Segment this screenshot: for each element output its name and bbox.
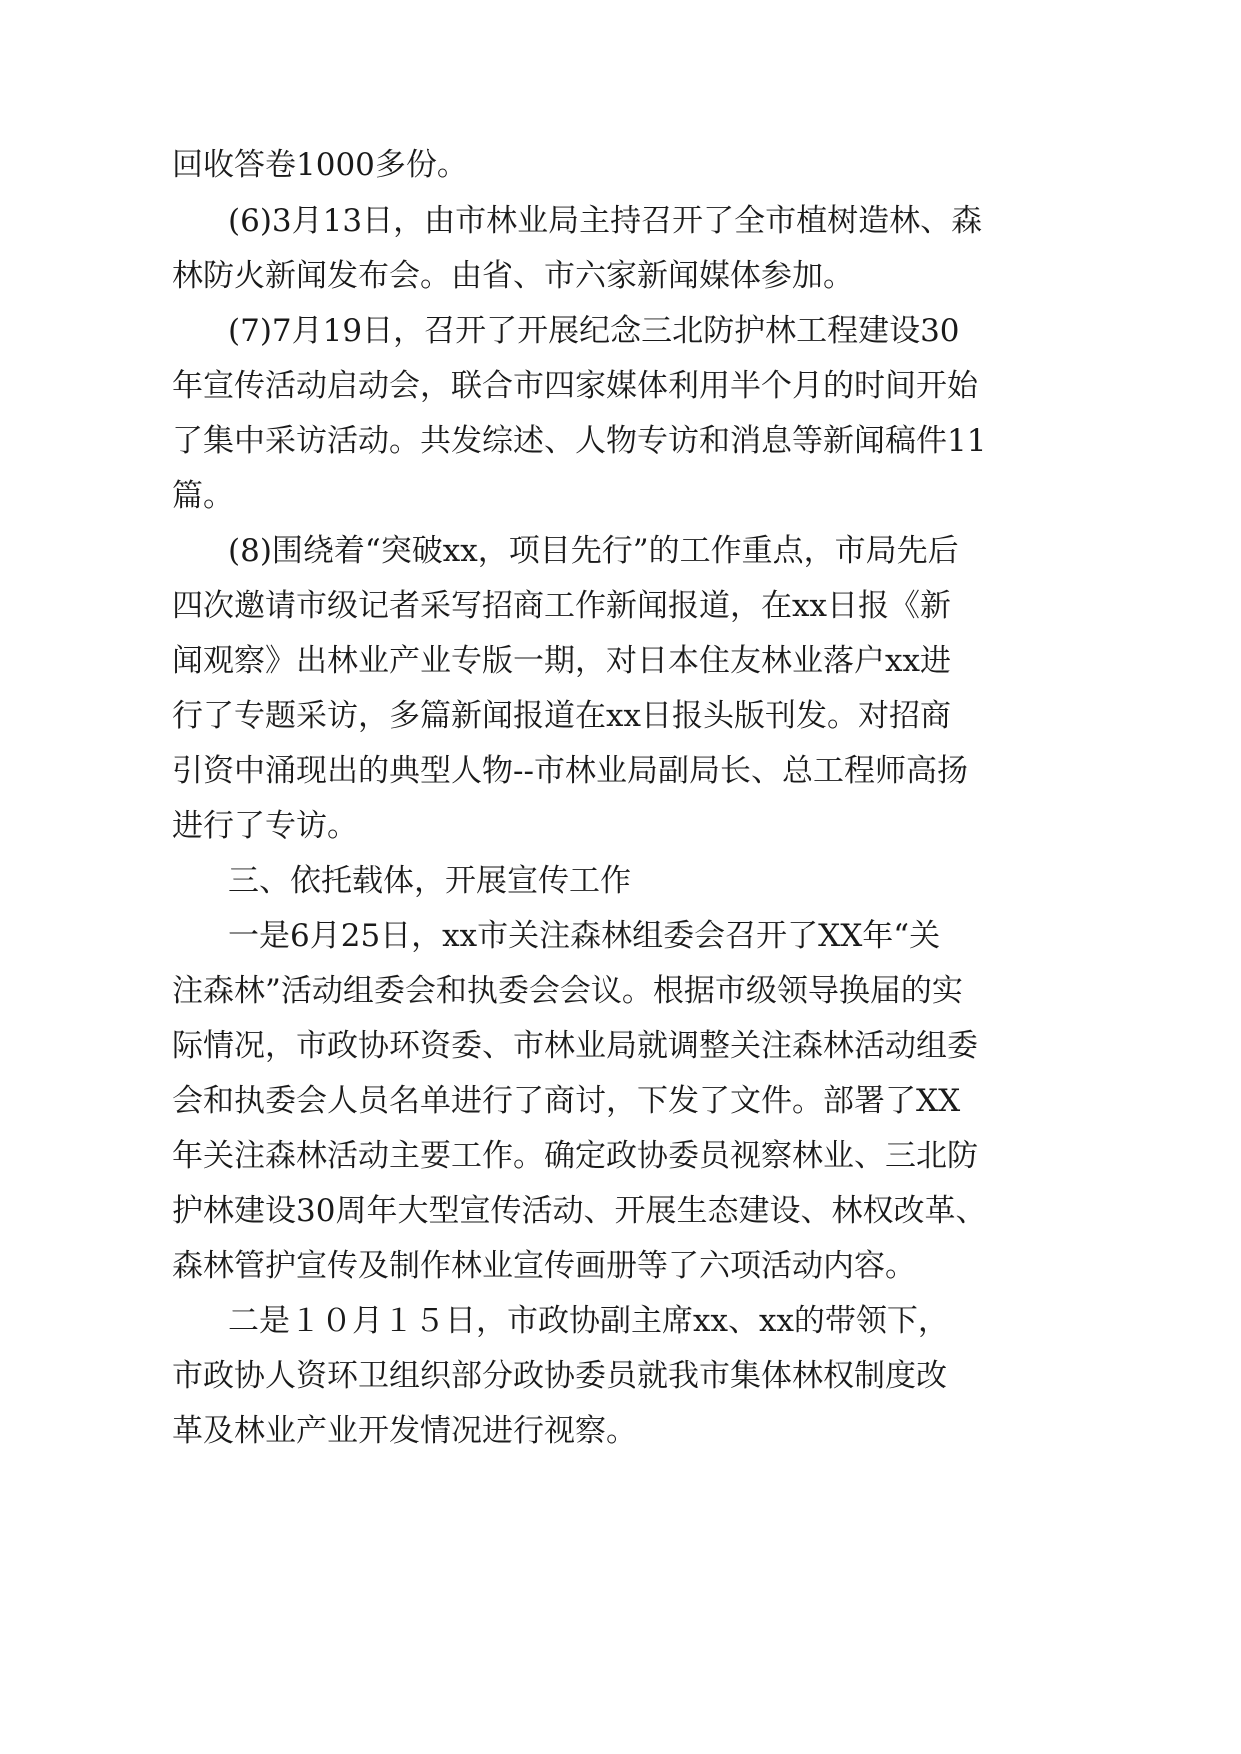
- paragraph-8-line-2: 四次邀请市级记者采写招商工作新闻报道，在xx日报《新: [172, 588, 951, 624]
- item-1-line-1: 一是6月25日，xx市关注森林组委会召开了XX年“关: [228, 918, 941, 954]
- paragraph-6-line-1: (6)3月13日，由市林业局主持召开了全市植树造林、森: [228, 203, 983, 239]
- paragraph-8-line-3: 闻观察》出林业产业专版一期，对日本住友林业落户xx进: [172, 643, 951, 679]
- paragraph-6-line-2: 林防火新闻发布会。由省、市六家新闻媒体参加。: [172, 258, 854, 294]
- paragraph-8-line-5: 引资中涌现出的典型人物--市林业局副局长、总工程师高扬: [172, 753, 968, 789]
- paragraph-8-line-4: 行了专题采访，多篇新闻报道在xx日报头版刊发。对招商: [172, 698, 951, 734]
- item-1-line-4: 会和执委会人员名单进行了商讨，下发了文件。部署了XX: [172, 1083, 961, 1119]
- item-1-line-6: 护林建设30周年大型宣传活动、开展生态建设、林权改革、: [172, 1193, 987, 1229]
- item-2-line-1: 二是１０月１５日，市政协副主席xx、xx的带领下，: [228, 1303, 949, 1339]
- item-1-line-3: 际情况，市政协环资委、市林业局就调整关注森林活动组委: [172, 1028, 978, 1064]
- item-2-line-3: 革及林业产业开发情况进行视察。: [172, 1413, 637, 1449]
- item-1-line-5: 年关注森林活动主要工作。确定政协委员视察林业、三北防: [172, 1138, 978, 1174]
- item-1-line-2: 注森林”活动组委会和执委会会议。根据市级领导换届的实: [172, 973, 963, 1009]
- paragraph-7-line-1: (7)7月19日，召开了开展纪念三北防护林工程建设30: [228, 313, 960, 349]
- paragraph-7-line-2: 年宣传活动启动会，联合市四家媒体利用半个月的时间开始: [172, 368, 978, 404]
- text-line-1: 回收答卷1000多份。: [172, 147, 468, 183]
- item-1-line-7: 森林管护宣传及制作林业宣传画册等了六项活动内容。: [172, 1248, 916, 1284]
- paragraph-7-line-3: 了集中采访活动。共发综述、人物专访和消息等新闻稿件11: [172, 423, 987, 459]
- paragraph-8-line-1: (8)围绕着“突破xx，项目先行”的工作重点，市局先后: [228, 533, 959, 569]
- paragraph-7-line-4: 篇。: [172, 478, 234, 514]
- item-2-line-2: 市政协人资环卫组织部分政协委员就我市集体林权制度改: [172, 1358, 947, 1394]
- section-3-heading: 三、依托载体，开展宣传工作: [228, 863, 631, 899]
- paragraph-8-line-6: 进行了专访。: [172, 808, 358, 844]
